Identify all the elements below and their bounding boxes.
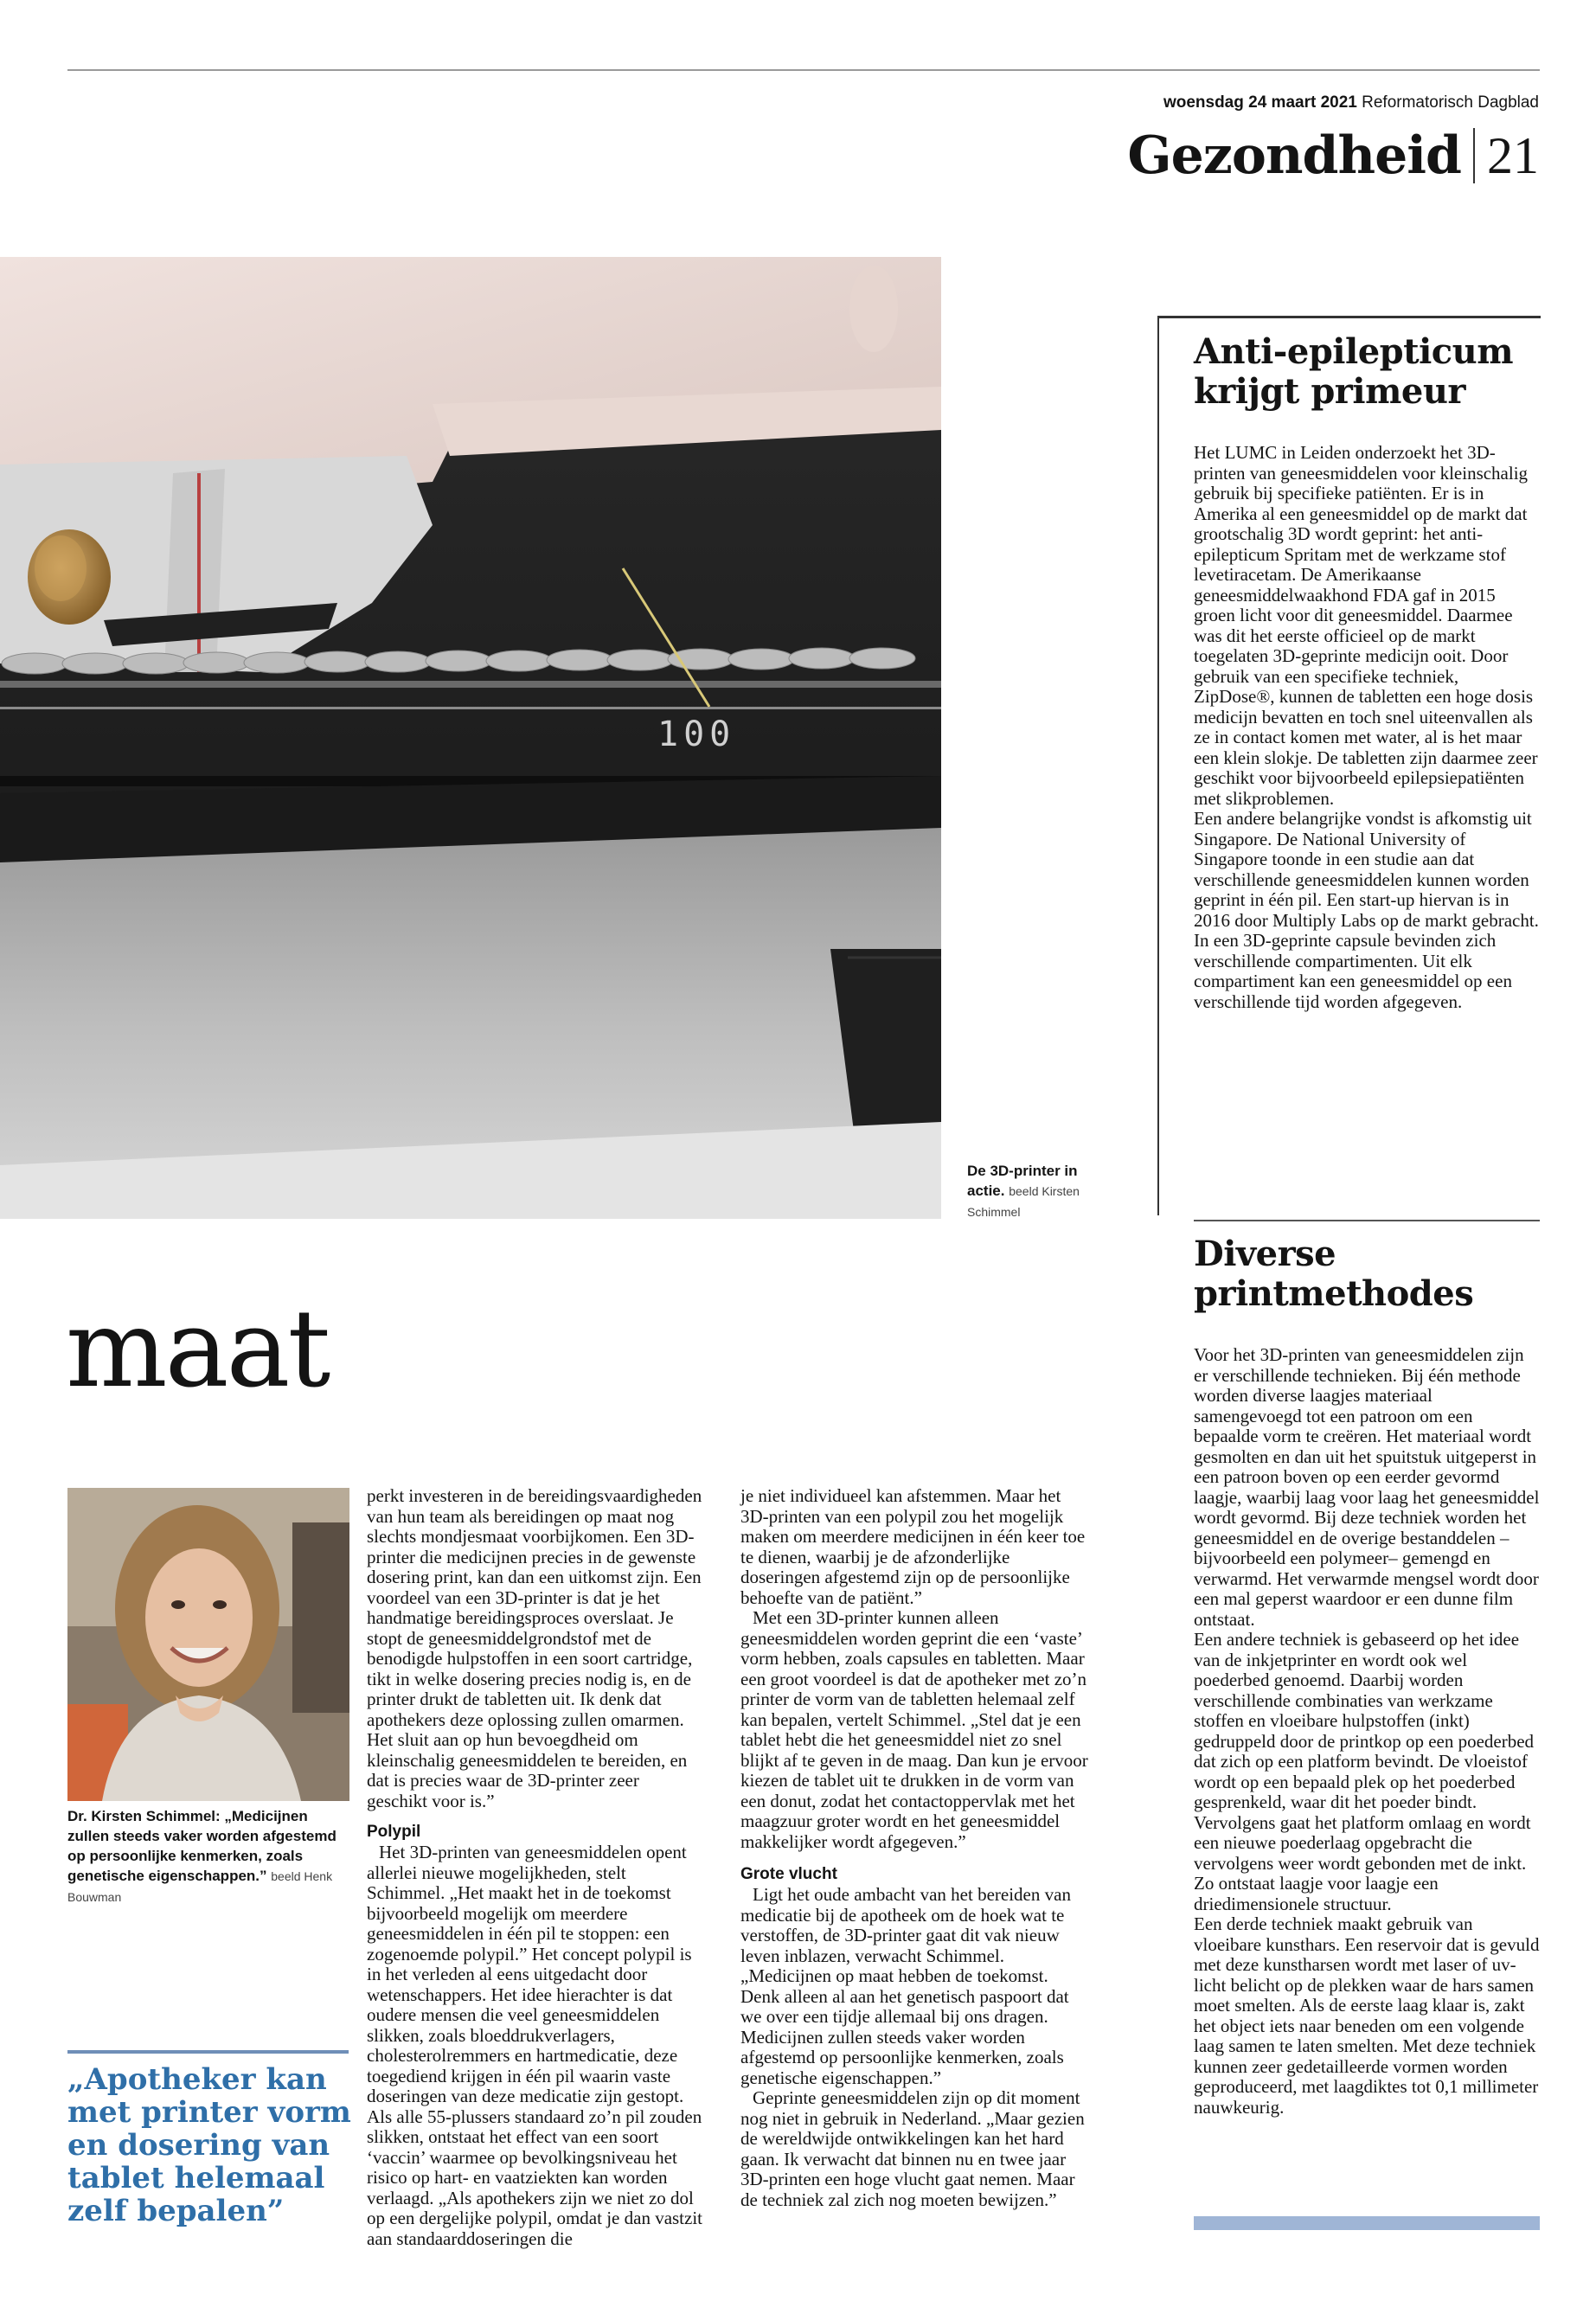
printer-illustration: [0, 257, 941, 1219]
hero-caption-text: De 3D-printer in actie.: [967, 1163, 1078, 1199]
sidebar2-title-line2: printmethodes: [1194, 1273, 1474, 1314]
top-rule: [67, 69, 1540, 71]
hero-photo: [0, 257, 941, 1219]
sidebar1: [1194, 332, 1540, 1012]
section-header: [1127, 121, 1539, 190]
article-column-1: [367, 1486, 702, 2249]
article-paragraph: Met een 3D-printer kunnen alleen geneesmiddelen worden geprint die een ‘vaste’ vorm hebben, zoals capsules en tabletten. Maar een groot voordeel is dat de apotheker met zo’n printer de vorm van de tabletten helemaal zelf kan bepalen, vertelt Schimmel. „Stel dat je een tablet hebt die het geneesmiddel niet zo snel blijkt af te geven in de maag. Dan kun je ervoor kiezen de tablet uit te drukken in de vorm van een donut, zodat het contactoppervlak met het maagzuur groter wordt en het geneesmiddel makkelijker wordt afgegeven.”: [740, 1607, 1088, 1852]
portrait-caption: [67, 1806, 344, 1907]
sidebar1-paragraph: Het LUMC in Leiden onderzoekt het 3D-printen van geneesmiddelen voor kleinschalig gebruik bij specifieke patiënten. Er is in Amerika al een geneesmiddel op de markt dat grootschalig 3D wordt geprint: het anti-epilepticum Spritam met de werkzame stof levetiracetam. De Amerikaanse geneesmiddelwaakhond FDA gaf in 2015 groen licht voor dit geneesmiddel. Daarmee was dit het eerste officieel op de markt toegelaten 3D-geprinte medicijn ooit. Door gebruik van een specifieke techniek, ZipDose®, kunnen de tabletten een hoge dosis medicijn bevatten en toch snel uiteenvallen als ze in contact komen met water, al is het maar een klein slokje. De tabletten zijn daarmee zeer geschikt voor bijvoorbeeld epilepsiepatiënten met slikproblemen.: [1194, 442, 1538, 809]
article-paragraph: Geprinte geneesmiddelen zijn op dit moment nog niet in gebruik in Nederland. „Maar gezien de wereldwijde ontwikkelingen kan het hard gaan. Ik verwacht dat binnen nu en twee jaar 3D-printen een hoge vlucht gaat nemen. Maar de techniek zal zich nog moeten bewijzen.”: [740, 2087, 1085, 2210]
masthead-publication: Reformatorisch Dagblad: [1362, 93, 1539, 112]
sidebar2-paragraph: Een derde techniek maakt gebruik van vloeibare kunsthars. Een reservoir dat is gevuld met deze kunstharsen wordt met laser of uv-licht belicht op de plekken waar de hars samen moet smelten. Als de eerste laag klaar is, zakt het object iets naar beneden om een volgende laag samen te laten smelten. Met deze techniek kunnen zeer gedetailleerde vormen worden geproduceerd, met laagdiktes tot 0,1 millimeter nauwkeurig.: [1194, 1913, 1540, 2118]
sidebar2-paragraph: Voor het 3D-printen van geneesmiddelen zijn er verschillende technieken. Bij één methode worden diverse laagjes materiaal samengevoegd tot een patroon om een bepaalde vorm te creëren. Het materiaal wordt gesmolten en dan uit het spuitstuk uitgeperst in een patroon boven op een eerder gevormd laagje, waarbij laag voor laag het geneesmiddel wordt gevormd. Bij deze techniek worden het geneesmiddel en de overige bestanddelen –bijvoorbeeld een polymeer– gemengd en verwarmd. Het verwarmde mengsel wordt door een mal geperst waardoor er een dunne film ontstaat.: [1194, 1344, 1540, 1630]
pull-quote: „Apotheker kan met printer vorm en dosering van tablet helemaal zelf bepalen”: [67, 2062, 351, 2228]
hero-caption-credit: beeld Kirsten Schimmel: [967, 1184, 1080, 1219]
sidebar1-vertical-rule: [1157, 316, 1159, 1215]
masthead-date: woensdag 24 maart 2021: [1163, 93, 1357, 112]
portrait-photo: [67, 1488, 349, 1801]
sidebar1-body: [1194, 443, 1540, 1012]
sidebar2-top-rule: [1194, 1220, 1540, 1221]
meter-readout: 100: [657, 715, 736, 754]
sidebar2-title-line1: Diverse: [1194, 1234, 1336, 1274]
sidebar1-title-line1: Anti-epilepticum: [1194, 331, 1514, 372]
masthead-dateline: [1163, 93, 1539, 112]
article-paragraph: Ligt het oude ambacht van het bereiden van medicatie bij de apotheek om de hoek wat te verstoffen, de 3D-printer gaat dit vak nieuw leven inblazen, verwacht Schimmel. „Medicijnen op maat hebben de toekomst. Denk alleen al aan het genetisch paspoort dat we over een tijdje allemaal bij ons dragen. Medicijnen zullen steeds vaker worden afgestemd op persoonlijke kenmerken, zoals genetische eigenschappen.”: [740, 1884, 1071, 2088]
portrait-caption-credit: beeld Henk Bouwman: [67, 1869, 333, 1904]
section-divider: [1473, 128, 1475, 183]
sidebar2-paragraph: Een andere techniek is gebaseerd op het idee van de inkjetprinter en wordt ook wel poederbed genoemd. Daarbij worden verschillende combinaties van werkzame stoffen en vloeibare hulpstoffen (inkt) gedruppeld door de printkop op een poederbed dat zich op een platform bevindt. De vloeistof wordt op een bepaald plek op het poederbed gesprenkeld, waar dit het poeder bindt. Vervolgens gaat het platform omlaag en wordt een nieuwe poederlaag opgebracht die vervolgens weer wordt gebonden met de inkt. Zo ontstaat laagje voor laagje een driedimensionele structuur.: [1194, 1629, 1535, 1914]
article-column-2: [740, 1486, 1088, 2210]
article-paragraph: Het 3D-printen van geneesmiddelen opent allerlei nieuwe mogelijkheden, stelt Schimmel. „Het maakt het in de toekomst bijvoorbeeld mogelijk om meerdere geneesmiddelen in één pil te stoppen: een zogenoemde polypil.” Het concept polypil is in het verleden al eens uitgedacht door wetenschappers. Het idee hierachter is dat oudere mensen die veel geneesmiddelen slikken, zoals bloeddrukverlagers, cholesterolremmers en hartmedicatie, deze toegediend krijgen in één pil waarin vaste doseringen van deze medicatie zijn gestopt. Als alle 55-plussers standaard zo’n pil zouden slikken, ontstaat het effect van een soort ‘vaccin’ waarmee op bevolkingsniveau het risico op hart- en vaatziekten kan worden verlaagd. „Als apothekers zijn we niet zo dol op een dergelijke polypil, omdat je dan vastzit aan standaarddoseringen die: [367, 1842, 703, 2249]
page-number: 21: [1487, 126, 1539, 184]
sidebar2-body: [1194, 1345, 1540, 2118]
hero-caption: [967, 1161, 1114, 1222]
section-title: Gezondheid: [1127, 125, 1461, 186]
portrait-illustration: [67, 1488, 349, 1801]
sidebar1-top-rule: [1157, 316, 1541, 318]
sidebar1-paragraph: Een andere belangrijke vondst is afkomstig uit Singapore. De National University of Singapore toonde in een studie aan dat verschillende geneesmiddelen kunnen worden geprint in één pil. Een start-up hiervan is in 2016 door Multiply Labs op de markt gebracht. In een 3D-geprinte capsule bevinden zich verschillende compartimenten. Uit elk compartiment kan een geneesmiddel op een verschillende tijd worden afgegeven.: [1194, 808, 1539, 1012]
subhead-grote-vlucht: Grote vlucht: [740, 1865, 837, 1883]
article-paragraph: perkt investeren in de bereidingsvaardigheden van hun team als bereidingen op maat nog slechts mondjesmaat voorbijkomen. Een 3D-printer die medicijnen precies in de gewenste dosering print, kan dan een uitkomst zijn. Een voordeel van een 3D-printer is dat je het handmatige bereidingsproces overslaat. Je stopt de geneesmiddelgrondstof met de benodigde hulpstoffen in een soort cartridge, tikt in welke dosering precies nodig is, en de printer drukt de tabletten uit. Ik denk dat apothekers deze oplossing zullen omarmen. Het sluit aan op hun bevoegdheid om kleinschalig geneesmiddelen te bereiden, en dat is precies waar de 3D-printer zeer geschikt voor is.”: [367, 1485, 702, 1811]
footer-accent-bar: [1194, 2216, 1540, 2230]
sidebar1-title: [1194, 332, 1540, 412]
sidebar2-title: [1194, 1234, 1540, 1314]
portrait-caption-text: Dr. Kirsten Schimmel: „Medicijnen zullen steeds vaker worden afgestemd op persoonlijke kenmerken, zoals genetische eigenschappen.”: [67, 1808, 337, 1884]
sidebar2: [1194, 1234, 1540, 2118]
sidebar1-title-line2: krijgt primeur: [1194, 371, 1465, 412]
headline-fragment: maat: [66, 1287, 329, 1412]
pull-quote-bar: [67, 2050, 349, 2054]
subhead-polypil: Polypil: [367, 1823, 421, 1841]
article-paragraph: je niet individueel kan afstemmen. Maar het 3D-printen van een polypil zou het mogelijk maken om meerdere medicijnen in één keer toe te dienen, waarbij je de afzonderlijke doseringen afgestemd zijn op de persoonlijke behoefte van de patiënt.”: [740, 1485, 1086, 1608]
